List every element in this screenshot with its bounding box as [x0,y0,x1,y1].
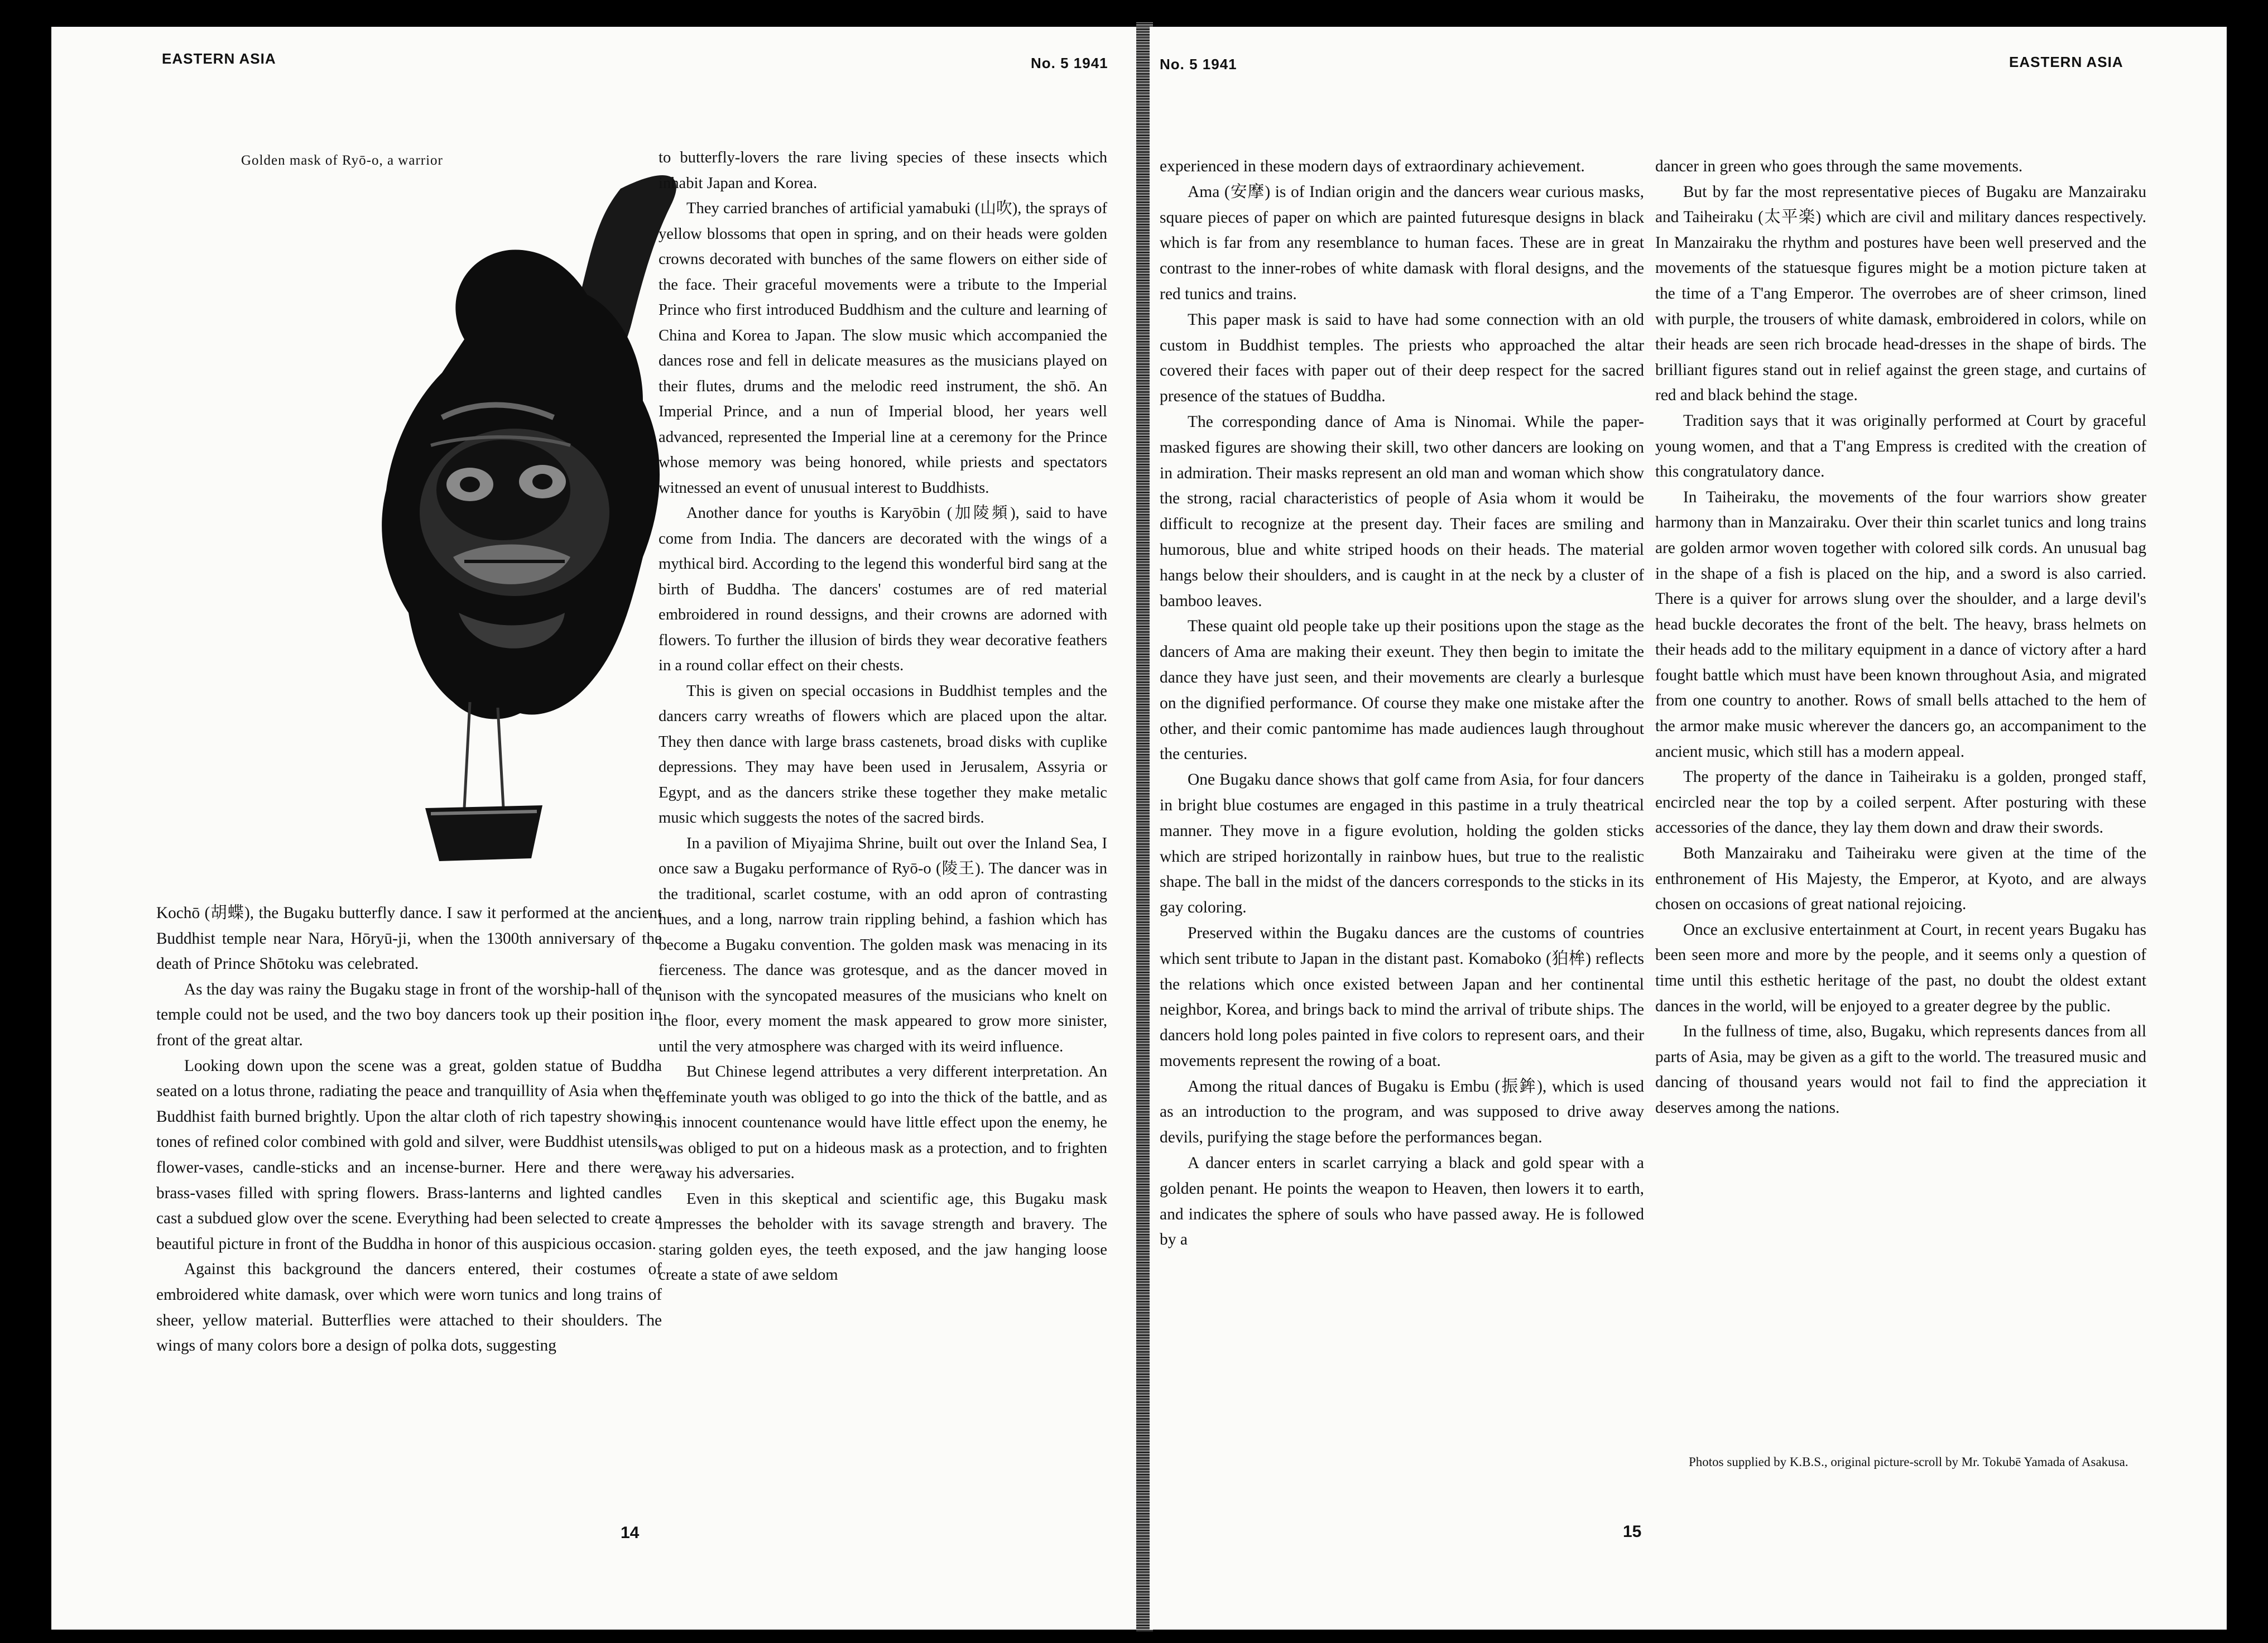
paragraph: They carried branches of artificial yamabuki (山吹), the sprays of yellow blossoms that open in spring, and on their heads were golden crowns decorated with bunches of the same flowers on either side of the face. Their graceful movements were a tribute to the Imperial Prince who first introduced Buddhism and the culture and learning of China and Korea to Japan. The slow music which accompanied the dances rose and fell in delicate measures as the musicians played on their flutes, drums and the melodic reed instrument, the shō. An Imperial Prince, and a nun of Imperial blood, her years well advanced, represented the Imperial line at a ceremony for the Prince whose memory was being honored, while priests and spectators witnessed an event of unusual interest to Buddhists. [659,200,1107,497]
paragraph: Against this background the dancers entered, their costumes of embroidered white damask, over which were worn tunics and long trains of sheer, yellow material. Butterflies were attached to their shoulders. The wings of many colors bore a design of polka dots, suggesting [156,1260,662,1355]
running-head-left: EASTERN ASIA [162,50,276,67]
paragraph: dancer in green who goes through the same movements. [1655,157,2023,175]
paragraph: The property of the dance in Taiheiraku is a golden, pronged staff, encircled near the top by a coiled serpent. After posturing with these accessories of the dance, they lay them down and draw their swords. [1655,768,2146,837]
paragraph: Once an exclusive entertainment at Court, in recent years Bugaku has been seen more and more by the people, and it seems only a question of time until this esthetic heritage of the past, no doubt the oldest extant dances in the world, will be enjoyed to a greater degree by the public. [1655,920,2146,1015]
paragraph: One Bugaku dance shows that golf came from Asia, for four dancers in bright blue costumes are engaged in this pastime in a truly theatrical manner. They move in a figure evolution, holding the golden sticks which are striped horizontally in rainbow hues, but true to the realistic shape. The ball in the midst of the dancers corresponds to the sticks in its gay coloring. [1160,771,1644,917]
article-column-1 [156,901,662,1359]
paragraph: But Chinese legend attributes a very different interpretation. An effeminate youth was obliged to go into the thick of the battle, and as his innocent countenance would have little effect upon the enemy, he was obliged to put on a hideous mask as a protection, and to frighten away his adversaries. [659,1063,1107,1182]
paragraph: In the fullness of time, also, Bugaku, which represents dances from all parts of Asia, may be given as a gift to the world. The treasured music and dancing of thousand years would not fail to find the appreciation it deserves among the nations. [1655,1022,2146,1117]
paragraph: Even in this skeptical and scientific age, this Bugaku mask impresses the beholder with its savage strength and bravery. The staring golden eyes, the teeth exposed, and the jaw hanging loose create a state of awe seldom [659,1190,1107,1284]
paragraph: experienced in these modern days of extraordinary achievement. [1160,157,1585,175]
paragraph: Kochō (胡蝶), the Bugaku butterfly dance. I saw it performed at the ancient Buddhist temple near Nara, Hōryū-ji, when the 1300th anniversary of the death of Prince Shōtoku was celebrated. [156,904,662,973]
paragraph: to butterfly-lovers the rare living species of these insects which inhabit Japan and Korea. [659,149,1107,192]
paragraph: But by far the most representative pieces of Bugaku are Manzairaku and Taiheiraku (太平楽) which are civil and military dances respectively. In Manzairaku the rhythm and postures have been well preserved and the movements of the statuesque figures might be a motion picture taken at the time of a T'ang Emperor. The overrobes are of sheer crimson, lined with purple, the trousers of white damask, embroidered in colors, while on their heads are seen rich brocade head-dresses in the shape of birds. The brilliant figures stand out in relief against the green stage, and curtains of red and black behind the stage. [1655,182,2146,405]
paragraph: The corresponding dance of Ama is Ninomai. While the paper-masked figures are showing their skill, two other dancers are looking on in admiration. Their masks represent an old man and woman which show the strong, racial characteristics of people of Asia whom it would be difficult to recognize at the present day. Their faces are smiling and humorous, blue and white striped hoods on their heads. The material hangs below their shoulders, and is caught in at the neck by a cluster of bamboo leaves. [1160,412,1644,610]
page-number: 14 [621,1524,640,1542]
paragraph: Both Manzairaku and Taiheiraku were given at the time of the enthronement of His Majesty, the Emperor, at Kyoto, and are always chosen on occasions of great national rejoicing. [1655,844,2146,914]
left-page [51,27,1138,1630]
article-column-2 [659,145,1107,1288]
paragraph: This is given on special occasions in Buddhist temples and the dancers carry wreaths of flowers which are placed upon the altar. They then dance with large brass castenets, broad disks with cuplike depressions. They may have been used in Jerusalem, Assyria or Egypt, and as the dancers strike these together they make metalic music which suggests the notes of the sacred birds. [659,682,1107,827]
paragraph: Preserved within the Bugaku dances are the customs of countries which sent tribute to Japan in the distant past. Komaboko (狛桙) reflects the relations which once existed between Japan and her continental neighbor, Korea, and brings back to mind the arrival of tribute ships. The dancers hold long poles painted in five colors to represent oars, and their movements represent the rowing of a boat. [1160,924,1644,1070]
right-page [1150,27,2227,1630]
paragraph: In Taiheiraku, the movements of the four warriors show greater harmony than in Manzairaku. Over their thin scarlet tunics and long trains are golden armor woven together with colored silk cords. An unusual bag in the shape of a fish is placed on the hip, and a sword is also carried. There is a quiver for arrows slung over the shoulder, and a large devil's head buckle decorates the front of the belt. The heavy, brass helmets on their heads add to the military equipment in a dance of victory after a hard fought battle which must have been known throughout Asia, and migrated from one country to another. Rows of small bells attached to the hem of the armor make music wherever the dancers go, an accompaniment to the ancient music, which still has a modern appeal. [1655,488,2146,761]
paragraph: Among the ritual dances of Bugaku is Embu (振鉾), which is used as an introduction to the program, and was supposed to drive away devils, purifying the stage before the performances began. [1160,1077,1644,1147]
paragraph: Looking down upon the scene was a great, golden statue of Buddha seated on a lotus throne, radiating the peace and tranquillity of Asia when the Buddhist faith burned brightly. Upon the altar cloth of rich tapestry showing tones of refined color combined with gold and silver, were Buddhist utensils, flower-vases, candle-sticks and an incense-burner. Here and there were brass-vases filled with spring flowers. Brass-lanterns and lighted candles cast a subdued glow over the scene. Everything had been selected to create a beautiful picture in front of the Buddha in honor of this auspicious occasion. [156,1056,662,1253]
paragraph: These quaint old people take up their positions upon the stage as the dancers of Ama are making their exeunt. They then begin to imitate the dance they have just seen, and their movements are clearly a burlesque on the dignified performance. Of course they make one mistake after the other, and their comic pantomime has made audiences laugh throughout the centuries. [1160,617,1644,763]
paragraph: Another dance for youths is Karyōbin (加陵頻), said to have come from India. The dancers are decorated with the wings of a mythical bird. According to the legend this wonderful bird sang at the birth of Buddha. The dancers' costumes are of red material embroidered in round dessigns, and their crowns are adorned with flowers. To further the illusion of birds they wear decorative feathers in a round collar effect on their chests. [659,505,1107,674]
photo-credit: Photos supplied by K.B.S., original picture-scroll by Mr. Tokubē Yamada of Asakusa. [1689,1455,2128,1469]
paragraph: A dancer enters in scarlet carrying a black and gold spear with a golden penant. He points the weapon to Heaven, then lowers it to earth, and indicates the sphere of souls who have passed away. He is followed by a [1160,1154,1644,1249]
paragraph: Tradition says that it was originally performed at Court by graceful young women, and that a T'ang Empress is credited with the creation of this congratulatory dance. [1655,411,2146,481]
figure-caption: Golden mask of Ryō-o, a warrior [241,153,443,168]
issue-label-right: No. 5 1941 [1160,56,1237,73]
running-head-right: EASTERN ASIA [2009,54,2123,70]
page-number: 15 [1623,1522,1642,1541]
paragraph: This paper mask is said to have had some connection with an old custom in Buddhist temples. The priests who approached the altar covered their faces with paper out of their deep respect for the sacred presence of the statues of Buddha. [1160,310,1644,406]
paragraph: As the day was rainy the Bugaku stage in front of the worship-hall of the temple could not be used, and the two boy dancers took up their position in front of the great altar. [156,980,662,1049]
article-column-4 [1655,154,2146,1121]
paragraph: In a pavilion of Miyajima Shrine, built out over the Inland Sea, I once saw a Bugaku performance of Ryō-o (陵王). The dancer was in the traditional, scarlet costume, with an odd apron of contrasting hues, and a long, narrow train rippling behind, a fashion which has become a Bugaku convention. The golden mask was menacing in its fierceness. The dance was grotesque, and as the dancer moved in unison with the syncopated measures of the musicians who knelt on the floor, every moment the mask appeared to grow more sinister, until the very atmosphere was charged with its weird influence. [659,834,1107,1055]
article-column-3 [1160,154,1644,1253]
issue-label-left: No. 5 1941 [1031,55,1108,71]
paragraph: Ama (安摩) is of Indian origin and the dancers wear curious masks, square pieces of paper on which are painted futuresque designs in black which is far from any resemblance to human faces. These are in great contrast to the inner-robes of white damask with floral designs, and the red tunics and trains. [1160,182,1644,303]
